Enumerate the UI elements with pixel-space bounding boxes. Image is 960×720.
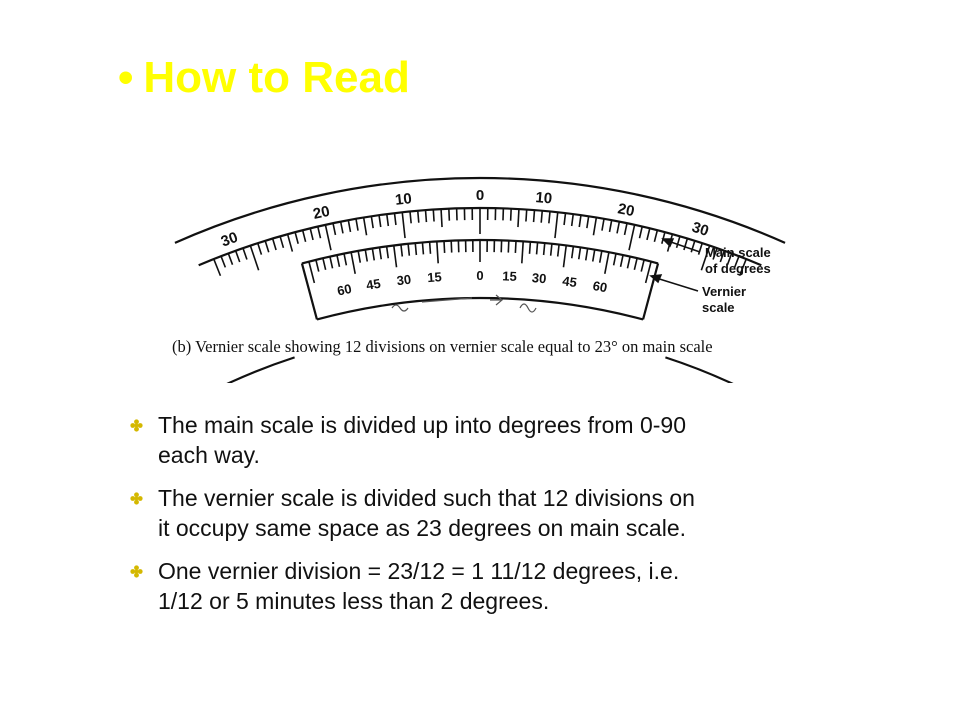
main-scale-tick (394, 213, 395, 225)
vernier-label: 30 (395, 271, 412, 289)
vernier-tick (579, 247, 581, 259)
vernier-tick (408, 244, 409, 256)
main-scale-tick (303, 230, 306, 242)
main-scale-tick (433, 210, 434, 222)
bullet-text-line2: 1/12 or 5 minutes less than 2 degrees. (158, 588, 550, 614)
figure-caption: (b) Vernier scale showing 12 divisions on vernier scale equal to 23° on main scale (172, 337, 713, 356)
body-arc (665, 357, 733, 383)
main-scale-tick (402, 212, 405, 238)
main-scale-tick (549, 211, 550, 223)
main-scale-tick (572, 214, 574, 226)
main-scale-label: 20 (311, 202, 332, 223)
vernier-tick (563, 245, 566, 267)
main-scale-tick (647, 228, 650, 240)
main-scale-tick (677, 236, 680, 248)
vernier-label: 60 (335, 280, 353, 299)
main-scale-callout-line2: of degrees (705, 261, 771, 276)
vernier-tick (337, 255, 339, 267)
bullet-list (130, 410, 920, 629)
main-scale-label: 20 (616, 200, 636, 221)
vernier-callout-line2: scale (702, 300, 735, 315)
vernier-callout-line1: Vernier (702, 284, 747, 299)
main-scale-tick (602, 219, 604, 231)
vernier-tick (515, 241, 516, 253)
main-scale-tick (662, 232, 665, 244)
vernier-tick (365, 250, 367, 262)
vernier-tick (593, 250, 595, 262)
main-scale-tick (534, 210, 535, 222)
main-scale-tick (364, 217, 367, 235)
vernier-bottom-arc (317, 298, 643, 319)
body-arc (226, 357, 294, 383)
bullet-text-line2: each way. (158, 442, 260, 468)
main-scale-tick (310, 228, 313, 240)
main-scale-tick (295, 232, 298, 244)
flower-bullet-icon (130, 565, 143, 578)
main-scale-tick (555, 212, 558, 238)
vernier-tick (634, 258, 637, 270)
main-scale-label: 30 (689, 218, 711, 241)
main-scale-label: 0 (475, 187, 485, 204)
vernier-tick (358, 251, 360, 263)
vernier-label: 30 (531, 270, 548, 287)
vernier-tick (415, 243, 416, 255)
vernier-tick (641, 260, 644, 272)
vernier-tick (572, 246, 574, 258)
vernier-tick (401, 245, 402, 257)
main-scale-arrowhead (663, 239, 673, 246)
bullet-text-line1: The vernier scale is divided such that 12 divisions on (158, 485, 695, 511)
main-scale-tick (379, 215, 381, 227)
main-scale-tick (699, 243, 703, 254)
main-scale-tick (265, 241, 269, 252)
main-scale-tick (449, 209, 450, 221)
vernier-tick (646, 262, 651, 283)
vernier-tick (537, 242, 538, 254)
main-scale-tick (356, 219, 358, 231)
main-scale-tick (426, 210, 427, 222)
bullet-text-line1: The main scale is divided up into degrees from 0-90 (158, 412, 687, 438)
vernier-label: 15 (426, 269, 443, 286)
main-scale-label: 30 (218, 228, 241, 251)
main-scale-tick (333, 223, 335, 235)
vernier-tick (323, 258, 326, 270)
main-scale-tick (518, 209, 519, 227)
vernier-tick (316, 260, 319, 272)
vernier-tick (430, 242, 431, 254)
title-bullet: • (118, 53, 134, 102)
bullet-text-line1: One vernier division = 23/12 = 1 11/12 degrees, i.e. (158, 558, 680, 584)
vernier-tick (372, 248, 374, 260)
vernier-tick (586, 248, 588, 260)
vernier-tick (437, 241, 438, 263)
vernier-tick (309, 262, 314, 283)
vernier-tick (605, 252, 609, 274)
vernier-label: 0 (476, 268, 484, 283)
vernier-scale-diagram (160, 168, 890, 383)
bullet-item (130, 483, 920, 543)
vernier-tick (614, 254, 616, 266)
main-scale-tick (348, 220, 350, 232)
vernier-figure (160, 168, 890, 383)
bullet-item (130, 556, 920, 616)
bullet-item (130, 410, 920, 470)
vernier-tick (422, 242, 423, 254)
vernier-tick (351, 252, 355, 274)
vernier-tick (522, 241, 523, 263)
vernier-tick (558, 245, 559, 257)
main-scale-tick (371, 216, 373, 228)
main-scale-tick (325, 225, 331, 250)
main-scale-tick (579, 215, 581, 227)
vernier-tick (379, 247, 381, 259)
main-scale-tick (418, 211, 419, 223)
vernier-tick (394, 245, 397, 267)
main-scale-tick (617, 222, 619, 234)
main-scale-tick (273, 239, 276, 250)
main-scale-callout-line1: Main scale (705, 245, 771, 260)
vernier-label: 15 (502, 268, 518, 284)
vernier-edge (302, 263, 317, 319)
main-scale-tick (387, 214, 389, 226)
main-scale-tick (243, 248, 247, 259)
vernier-tick (444, 241, 445, 253)
vernier-tick (544, 243, 545, 255)
main-scale-tick (258, 243, 262, 254)
main-scale-tick (410, 211, 411, 223)
vernier-label: 60 (591, 277, 609, 296)
vernier-tick (451, 241, 452, 253)
vernier-tick (330, 257, 333, 269)
vernier-tick (344, 254, 346, 266)
main-scale-label: 10 (394, 190, 413, 209)
main-scale-tick (288, 234, 293, 251)
flower-bullet-icon (130, 492, 143, 505)
main-scale-tick (280, 236, 283, 248)
vernier-label: 45 (365, 275, 382, 293)
vernier-tick (551, 244, 552, 256)
vernier-tick (621, 255, 623, 267)
main-scale-tick (654, 230, 657, 242)
title-text: How to Read (143, 53, 410, 102)
vernier-tick (530, 242, 531, 254)
main-scale-tick (221, 256, 225, 267)
main-scale-tick (541, 211, 542, 223)
main-scale-tick (629, 225, 635, 250)
main-scale-tick (318, 227, 321, 239)
main-scale-tick (250, 246, 258, 271)
main-scale-tick (564, 213, 565, 225)
main-scale-tick (526, 210, 527, 222)
main-scale-tick (236, 251, 240, 262)
slide-title (118, 52, 410, 104)
main-scale-tick (214, 259, 221, 276)
main-scale-tick (610, 220, 612, 232)
main-scale-tick (625, 223, 627, 235)
main-scale-label: 10 (534, 189, 553, 208)
main-scale-tick (587, 216, 589, 228)
main-scale-tick (228, 253, 232, 264)
flower-bullet-icon (130, 419, 143, 432)
vernier-tick (627, 257, 630, 269)
bullet-text-line2: it occupy same space as 23 degrees on main scale. (158, 515, 687, 541)
main-scale-tick (640, 227, 643, 239)
vernier-label: 45 (561, 273, 578, 291)
main-scale-tick (441, 209, 442, 227)
main-scale-tick (593, 217, 596, 235)
main-scale-tick (341, 222, 343, 234)
vernier-tick (508, 241, 509, 253)
main-scale-tick (511, 209, 512, 221)
vernier-edge (643, 263, 658, 319)
vernier-tick (600, 251, 602, 263)
vernier-tick (387, 246, 389, 258)
